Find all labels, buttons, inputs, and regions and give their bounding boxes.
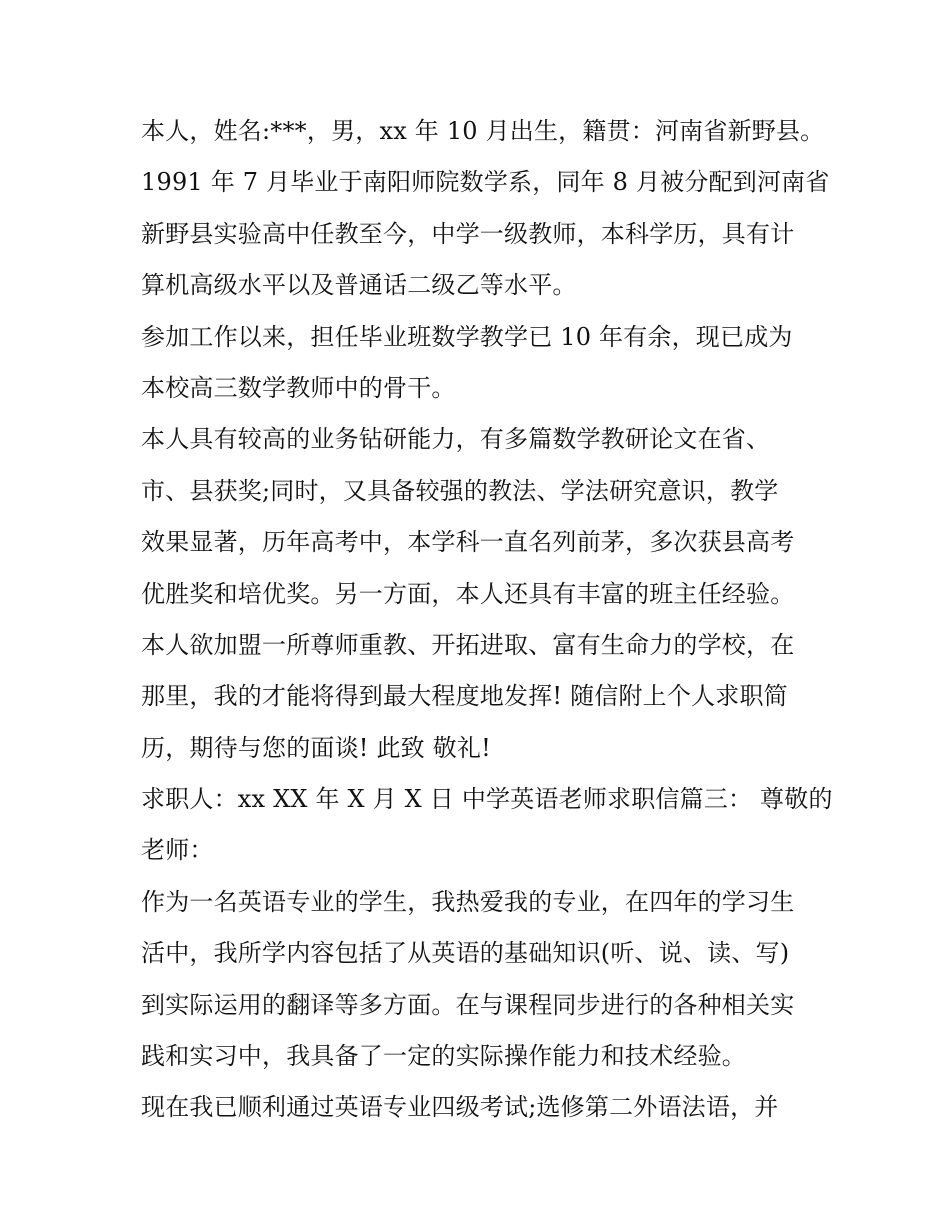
- text-line: 活中，我所学内容包括了从英语的基础知识(听、说、读、写): [141, 939, 790, 968]
- text-line: 现在我已顺利通过英语专业四级考试;选修第二外语法语，并: [141, 1093, 779, 1122]
- text-line: 效果显著，历年高考中，本学科一直名列前茅，多次获县高考: [141, 528, 795, 557]
- text-line: 本人欲加盟一所尊师重教、开拓进取、富有生命力的学校，在: [141, 630, 795, 659]
- text-line: 那里，我的才能将得到最大程度地发挥! 随信附上个人求职简: [141, 682, 788, 711]
- text-line: 求职人：xx XX 年 X 月 X 日 中学英语老师求职信篇三： 尊敬的: [141, 785, 833, 814]
- text-line: 算机高级水平以及普通话二级乙等水平。: [141, 271, 577, 300]
- text-line: 市、县获奖;同时，又具备较强的教法、学法研究意识，教学: [141, 476, 779, 505]
- text-line: 本人具有较高的业务钻研能力，有多篇数学教研论文在省、: [141, 425, 771, 454]
- text-line: 作为一名英语专业的学生，我热爱我的专业，在四年的学习生: [141, 887, 795, 916]
- text-line: 本校高三数学教师中的骨干。: [141, 373, 456, 402]
- text-line: 优胜奖和培优奖。另一方面，本人还具有丰富的班主任经验。: [141, 579, 795, 608]
- text-line: 到实际运用的翻译等多方面。在与课程同步进行的各种相关实: [141, 990, 795, 1019]
- text-line: 本人，姓名:***，男，xx 年 10 月出生，籍贯：河南省新野县。: [141, 117, 825, 145]
- text-line: 践和实习中，我具备了一定的实际操作能力和技术经验。: [141, 1042, 746, 1071]
- text-line: 历，期待与您的面谈! 此致 敬礼!: [141, 733, 491, 762]
- text-line: 新野县实验高中任教至今，中学一级教师，本科学历，具有计: [141, 219, 795, 248]
- text-line: 1991 年 7 月毕业于南阳师院数学系，同年 8 月被分配到河南省: [141, 168, 830, 197]
- document-body: [141, 106, 831, 1134]
- text-line: 老师：: [141, 836, 214, 865]
- text-line: 参加工作以来，担任毕业班数学教学已 10 年有余，现已成为: [141, 322, 793, 351]
